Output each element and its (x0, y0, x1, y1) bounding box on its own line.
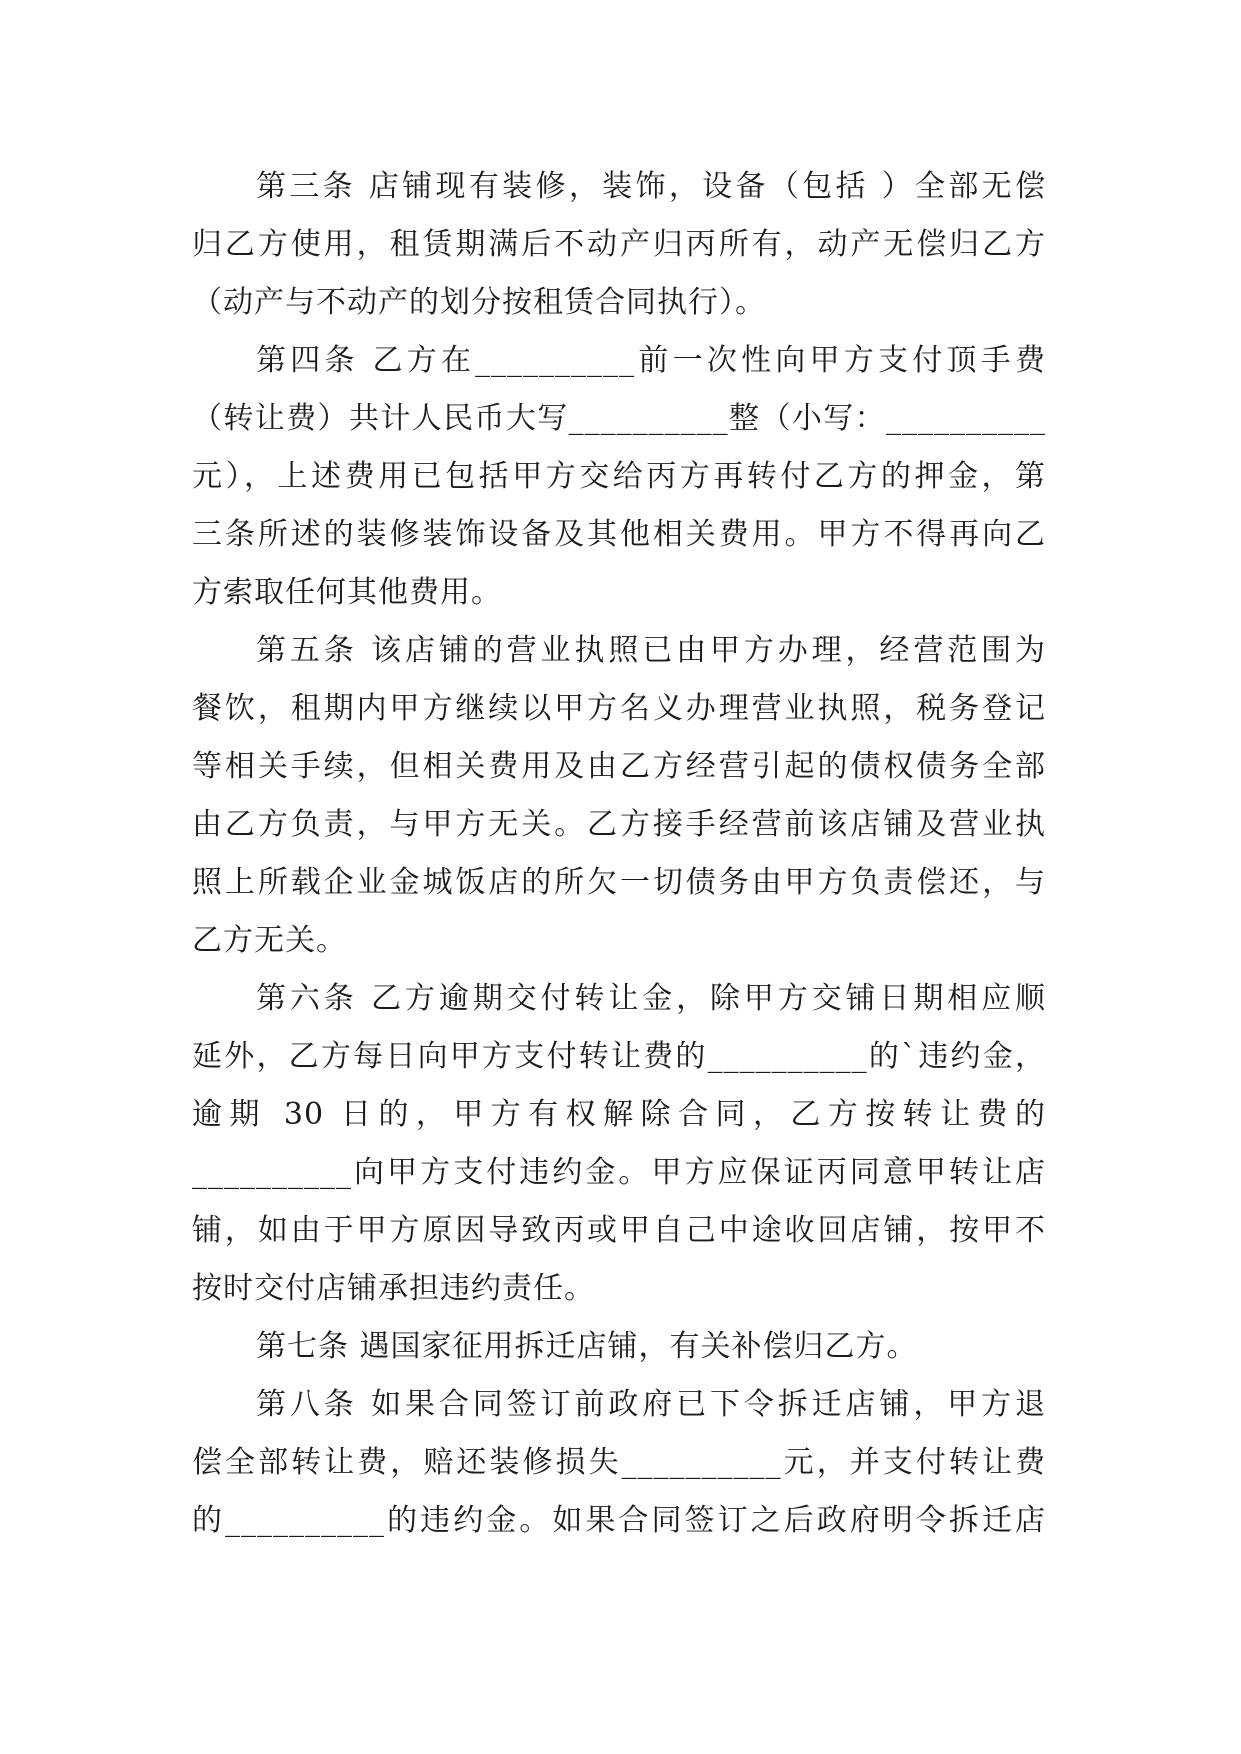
article-6-line-3: 逾期 30 日的，甲方有权解除合同，乙方按转让费的 (192, 1097, 1046, 1132)
article-4-line-4: 三条所述的装修装饰设备及其他相关费用。甲方不得再向乙 (192, 517, 1046, 552)
article-7-line-1: 第七条 遇国家征用拆迁店铺，有关补偿归乙方。 (256, 1329, 918, 1364)
article-4-line-3: 元），上述费用已包括甲方交给丙方再转付乙方的押金，第 (192, 459, 1046, 494)
article-6-line-2: 延外，乙方每日向甲方支付转让费的__________的`违约金， (192, 1039, 1046, 1074)
document-page (192, 158, 1046, 1550)
article-6-line-1: 第六条 乙方逾期交付转让金，除甲方交铺日期相应顺 (256, 981, 1046, 1016)
article-4-line-2: （转让费）共计人民币大写__________整（小写：__________ (192, 401, 1046, 436)
article-6-line-6: 按时交付店铺承担违约责任。 (192, 1271, 595, 1306)
article-3-line-2: 归乙方使用，租赁期满后不动产归丙所有，动产无偿归乙方 (192, 227, 1046, 262)
article-8-line-3: 的__________的违约金。如果合同签订之后政府明令拆迁店 (192, 1503, 1046, 1538)
article-5-line-6: 乙方无关。 (192, 923, 347, 958)
article-5-line-3: 等相关手续，但相关费用及由乙方经营引起的债权债务全部 (192, 749, 1046, 784)
article-5-line-2: 餐饮，租期内甲方继续以甲方名义办理营业执照，税务登记 (192, 691, 1046, 726)
article-8-line-2: 偿全部转让费，赔还装修损失__________元，并支付转让费 (192, 1445, 1046, 1480)
article-3-line-1: 第三条 店铺现有装修，装饰，设备（包括 ）全部无偿 (256, 169, 1046, 204)
article-5-line-5: 照上所载企业金城饭店的所欠一切债务由甲方负责偿还，与 (192, 865, 1046, 900)
article-4-line-5: 方索取任何其他费用。 (192, 575, 502, 610)
article-6-line-4: __________向甲方支付违约金。甲方应保证丙同意甲转让店 (192, 1155, 1046, 1190)
article-6-line-5: 铺，如由于甲方原因导致丙或甲自己中途收回店铺，按甲不 (192, 1213, 1046, 1248)
article-5-line-1: 第五条 该店铺的营业执照已由甲方办理，经营范围为 (256, 633, 1046, 668)
article-3-line-3: （动产与不动产的划分按租赁合同执行）。 (192, 285, 766, 320)
article-4-line-1: 第四条 乙方在__________前一次性向甲方支付顶手费 (256, 343, 1046, 378)
article-8-line-1: 第八条 如果合同签订前政府已下令拆迁店铺，甲方退 (256, 1387, 1046, 1422)
article-5-line-4: 由乙方负责，与甲方无关。乙方接手经营前该店铺及营业执 (192, 807, 1046, 842)
